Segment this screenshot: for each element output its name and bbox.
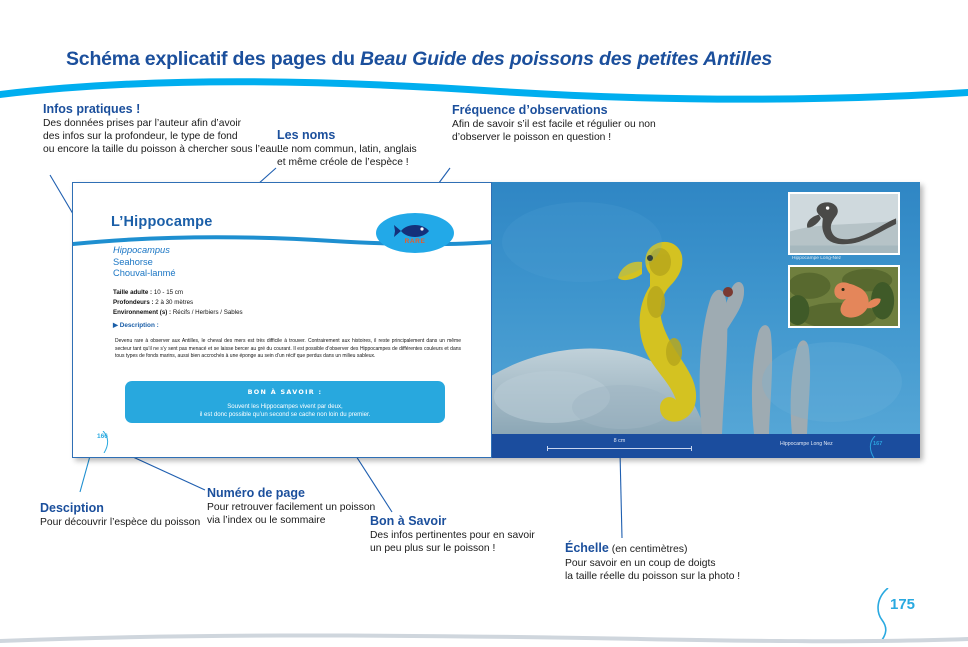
annotation-line: Le nom commun, latin, anglais [277, 144, 417, 155]
thumbnail-caption: Hippocampe Long-Nez [792, 256, 842, 261]
book-page-right [492, 182, 920, 458]
triangle-bullet-icon: ▶ [113, 322, 118, 329]
photo-caption: Hippocampe Long Nez [780, 441, 833, 447]
book-spread [72, 182, 920, 458]
bon-a-savoir-title: BON À SAVOIR : [247, 388, 323, 396]
species-name-english: Seahorse [113, 256, 153, 267]
annotation-heading: Numéro de page [207, 486, 305, 500]
page-title-prefix: Schéma explicatif des pages du [66, 48, 360, 70]
description-heading [113, 321, 159, 329]
annotation-heading [565, 541, 740, 556]
right-page-number-curve-icon [866, 436, 878, 458]
description-paragraph: Devenu rare à observer aux Antilles, le cheval des mers est très difficile à trouver. Contrairement aux histoires, il reste principalement dans un même secteur tant qu’il ne s’y sent pas menacé et se laisse bercer au gré du courant. Il est possible d’observer des Hippocampes de différentes couleurs et dans tous types de fonds marins, aussi bien accrochés à une éponge au sein d’un récif que perdus dans un milieu sableux. [115, 338, 461, 360]
wave-divider-bottom-icon [0, 615, 968, 647]
scale-bar [547, 439, 692, 453]
fact-row [113, 288, 243, 298]
annotation-line: des infos sur la profondeur, le type de fond [43, 131, 238, 143]
species-name-latin: Hippocampus [113, 245, 170, 255]
annotation-frequence-observations [452, 103, 656, 144]
page-title-italic: Beau Guide des poissons des petites Antilles [360, 48, 773, 70]
photo-bottom-bar [492, 434, 920, 458]
annotation-line: ou encore la taille du poisson à chercher sous l’eau ! [43, 144, 283, 156]
annotation-echelle [565, 541, 740, 583]
annotation-heading-text: Échelle [565, 541, 609, 555]
annotation-line: Des infos pertinentes pour en savoir [370, 530, 535, 541]
folio-number: 175 [890, 596, 916, 613]
annotation-desciption [40, 501, 200, 529]
annotation-heading: Fréquence d’observations [452, 103, 608, 117]
annotation-bon-a-savoir [370, 514, 535, 555]
annotation-line: Pour savoir en un coup de doigts [565, 558, 716, 569]
fact-row [113, 308, 243, 318]
annotation-line: via l’index ou le sommaire [207, 515, 326, 527]
wave-divider-top-icon [0, 70, 968, 104]
annotation-les-noms [277, 128, 417, 169]
species-title: L’Hippocampe [111, 214, 213, 230]
annotation-line: d’observer le poisson en question ! [452, 132, 612, 144]
left-page-number: 166 [97, 433, 108, 440]
annotation-line: un peu plus sur le poisson ! [370, 543, 496, 555]
bon-a-savoir-body [125, 403, 445, 419]
annotation-line: Pour découvrir l’espèce du poisson [40, 517, 201, 528]
page-number-curve-icon [101, 431, 121, 453]
annotation-numero-de-page [207, 486, 375, 527]
seahorse-thumbnail-grey-illustration [790, 194, 898, 253]
bon-a-savoir-line: Souvent les Hippocampes vivent par deux, [227, 403, 343, 410]
annotation-line: Afin de savoir s’il est facile et régulier ou non [452, 119, 656, 130]
species-names [113, 245, 176, 280]
book-page-left [72, 182, 492, 458]
annotation-heading: Desciption [40, 501, 104, 515]
fact-row [113, 298, 243, 308]
right-page-number: 167 [873, 441, 883, 447]
annotation-line: Pour retrouver facilement un poisson [207, 502, 376, 513]
fact-value: Récifs / Herbiers / Sables [171, 308, 243, 316]
bon-a-savoir-line: il est donc possible qu’un second se cache non loin du premier. [199, 411, 371, 419]
species-name-creole: Chouval-lanmé [113, 268, 176, 278]
annotation-infos-pratiques [43, 102, 283, 157]
annotation-heading: Bon à Savoir [370, 514, 447, 528]
bon-a-savoir-box [125, 381, 445, 423]
fact-value: 10 - 15 cm [152, 289, 184, 296]
annotation-line: la taille réelle du poisson sur la photo ! [565, 571, 741, 583]
description-heading-text: Description : [119, 322, 159, 329]
seahorse-thumbnail-orange-illustration [790, 267, 898, 326]
scale-line [547, 448, 692, 449]
species-facts [113, 288, 243, 317]
fact-label: Environnement (s) : [113, 308, 172, 316]
badge-label: RARE [404, 238, 426, 245]
fact-value: 2 à 30 mètres [153, 298, 194, 306]
annotation-line: et même créole de l’espèce ! [277, 157, 409, 169]
annotation-heading-suffix: (en centimètres) [608, 543, 688, 555]
annotation-heading: Les noms [277, 128, 336, 142]
rarity-badge [376, 213, 454, 253]
page-title [66, 48, 772, 71]
fact-label: Taille adulte : [113, 289, 153, 296]
annotation-line: Des données prises par l’auteur afin d’avoir [43, 118, 242, 129]
photo-thumbnail-1 [788, 192, 900, 255]
scale-label: 8 cm [613, 438, 626, 444]
photo-thumbnail-2 [788, 265, 900, 328]
annotation-heading: Infos pratiques ! [43, 102, 141, 116]
fact-label: Profondeurs : [113, 298, 154, 306]
